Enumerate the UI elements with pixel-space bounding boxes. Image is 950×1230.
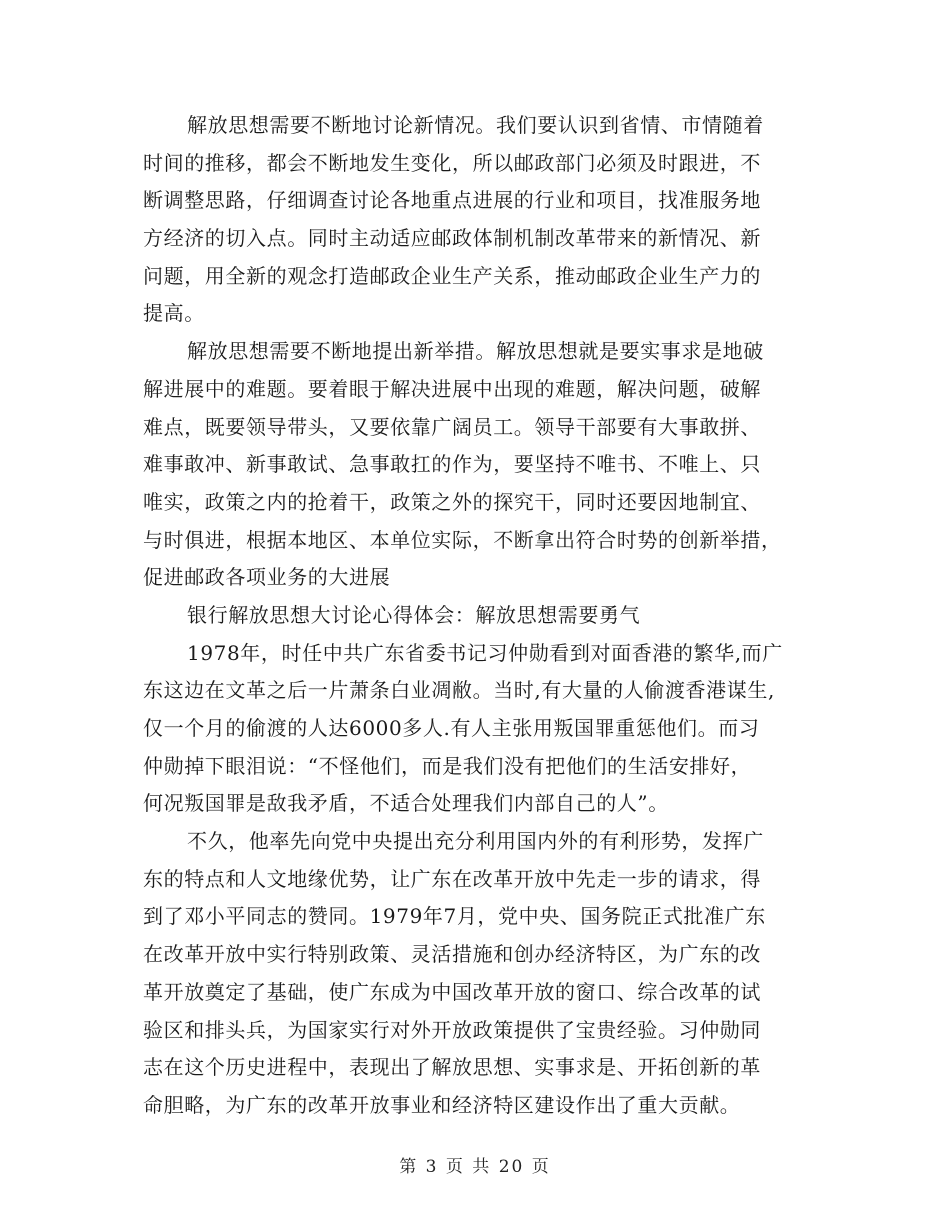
text-line: 难点，既要领导带头，又要依靠广阔员工。领导干部要有大事敢拼、 (143, 414, 761, 439)
text-line: 解放思想需要不断地讨论新情况。我们要认识到省情、市情随着 (187, 113, 764, 137)
text-line: 命胆略，为广东的改革开放事业和经济特区建设作出了重大贡献。 (143, 1092, 741, 1117)
text-line: 何况叛国罪是敌我矛盾，不适合处理我们内部自己的人”。 (143, 791, 669, 816)
text-line: 在改革开放中实行特别政策、灵活措施和创办经济特区，为广东的改 (143, 942, 761, 967)
text-line: 不久，他率先向党中央提出充分利用国内外的有利形势，发挥广 (187, 829, 764, 854)
text-line: 断调整思路，仔细调查讨论各地重点进展的行业和项目，找准服务地 (143, 188, 761, 213)
text-line: 问题，用全新的观念打造邮政企业生产关系，推动邮政企业生产力的 (143, 263, 761, 288)
text-line: 时间的推移，都会不断地发生变化，所以邮政部门必须及时跟进，不 (143, 150, 761, 175)
text-line: 解放思想需要不断地提出新举措。解放思想就是要实事求是地破 (187, 339, 764, 364)
text-line: 验区和排头兵，为国家实行对外开放政策提供了宝贵经验。习仲勋同 (143, 1017, 761, 1042)
text-line: 解进展中的难题。要着眼于解决进展中出现的难题，解决问题，破解 (143, 376, 761, 401)
document-body (143, 107, 809, 1125)
text-line: 唯实，政策之内的抢着干，政策之外的探究干，同时还要因地制宜、 (143, 489, 761, 514)
text-line: 到了邓小平同志的赞同。1979年7月，党中央、国务院正式批准广东 (143, 904, 766, 929)
text-line: 方经济的切入点。同时主动适应邮政体制机制改革带来的新情况、新 (143, 226, 761, 251)
text-line: 革开放奠定了基础，使广东成为中国改革开放的窗口、综合改革的试 (143, 979, 761, 1004)
text-line: 难事敢冲、新事敢试、急事敢扛的作为，要坚持不唯书、不唯上、只 (143, 452, 761, 477)
text-line: 东这边在文革之后一片萧条白业凋敝。当时,有大量的人偷渡香港谋生, (143, 678, 775, 703)
text-line: 提高。 (143, 301, 205, 326)
text-line: 仅一个月的偷渡的人达6000多人.有人主张用叛国罪重惩他们。而习 (143, 716, 760, 740)
text-line: 银行解放思想大讨论心得体会：解放思想需要勇气 (187, 602, 641, 627)
text-line: 东的特点和人文地缘优势，让广东在改革开放中先走一步的请求，得 (143, 866, 761, 891)
text-line: 与时俱进，根据本地区、本单位实际，不断拿出符合时势的创新举措， (143, 527, 782, 552)
text-line: 促进邮政各项业务的大进展 (143, 565, 391, 590)
text-line: 仲勋掉下眼泪说：“不怪他们，而是我们没有把他们的生活安排好， (143, 753, 752, 778)
text-line: 志在这个历史进程中，表现出了解放思想、实事求是、开拓创新的革 (143, 1055, 761, 1080)
text-line: 1978年，时任中共广东省委书记习仲勋看到对面香港的繁华,而广 (187, 640, 783, 665)
page-number-footer: 第 3 页 共 20 页 (399, 1157, 551, 1177)
